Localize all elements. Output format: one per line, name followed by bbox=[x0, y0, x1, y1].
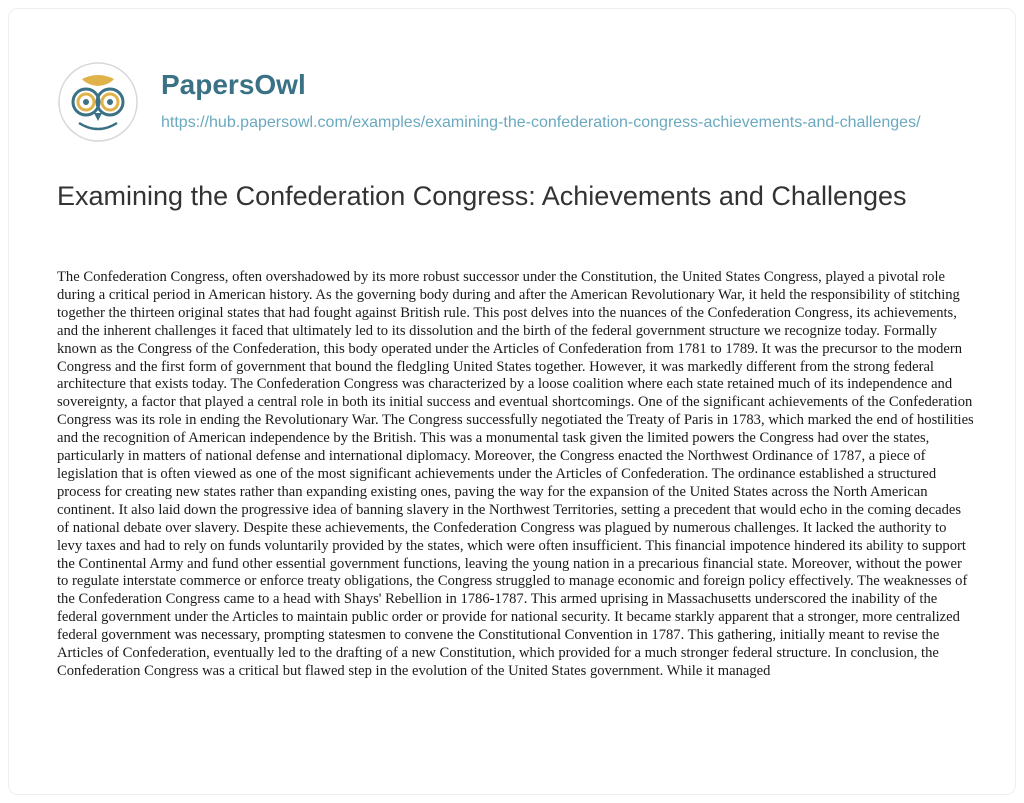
document-page bbox=[8, 8, 1016, 795]
brand-block bbox=[161, 61, 941, 135]
header bbox=[57, 61, 941, 143]
article-title: Examining the Confederation Congress: Achievements and Challenges bbox=[57, 181, 907, 211]
article-body: The Confederation Congress, often overshadowed by its more robust successor under the Constitution, the United States Congress, played a pivotal role during a critical period in American history. As the governing body during and after the American Revolutionary War, it held the responsibility of stitching together the thirteen original states that had fought against British rule. This post delves into the nuances of the Confederation Congress, its achievements, and the inherent challenges it faced that ultimately led to its dissolution and the birth of the federal government structure we recognize today. Formally known as the Congress of the Confederation, this body operated under the Articles of Confederation from 1781 to 1789. It was the precursor to the modern Congress and the first form of government that bound the fledgling United States together. However, it was markedly different from the strong federal architecture that exists today. The Confederation Congress was characterized by a loose coalition where each state retained much of its independence and sovereignty, a factor that played a central role in both its initial success and eventual shortcomings. One of the significant achievements of the Confederation Congress was its role in ending the Revolutionary War. The Congress successfully negotiated the Treaty of Paris in 1783, which marked the end of hostilities and the recognition of American independence by the British. This was a monumental task given the limited powers the Congress had over the states, particularly in matters of national defense and international diplomacy. Moreover, the Congress enacted the Northwest Ordinance of 1787, a piece of legislation that is often viewed as one of the most significant achievements under the Articles of Confederation. The ordinance established a structured process for creating new states rather than expanding existing ones, paving the way for the expansion of the United States across the North American continent. It also laid down the progressive idea of banning slavery in the Northwest Territories, setting a precedent that would echo in the coming decades of national debate over slavery. Despite these achievements, the Confederation Congress was plagued by numerous challenges. It lacked the authority to levy taxes and had to rely on funds voluntarily provided by the states, which were often insufficient. This financial impotence hindered its ability to support the Continental Army and fund other essential government functions, leaving the young nation in a precarious financial state. Moreover, without the power to regulate interstate commerce or enforce treaty obligations, the Congress struggled to manage economic and foreign policy effectively. The weaknesses of the Confederation Congress came to a head with Shays' Rebellion in 1786-1787. This armed uprising in Massachusetts underscored the inability of the federal government under the Articles to maintain public order or provide for national security. It became starkly apparent that a stronger, more centralized federal government was necessary, prompting statesmen to convene the Constitutional Convention in 1787. This gathering, initially meant to revise the Articles of Confederation, eventually led to the drafting of a new Constitution, which provided for a much stronger federal structure. In conclusion, the Confederation Congress was a critical but flawed step in the evolution of the United States government. While it managed bbox=[57, 269, 974, 679]
owl-logo-icon bbox=[57, 61, 139, 143]
brand-name: PapersOwl bbox=[161, 69, 306, 100]
source-url-link[interactable]: https://hub.papersowl.com/examples/examining-the-confederation-congress-achievements-and-challenges/ bbox=[161, 114, 921, 131]
